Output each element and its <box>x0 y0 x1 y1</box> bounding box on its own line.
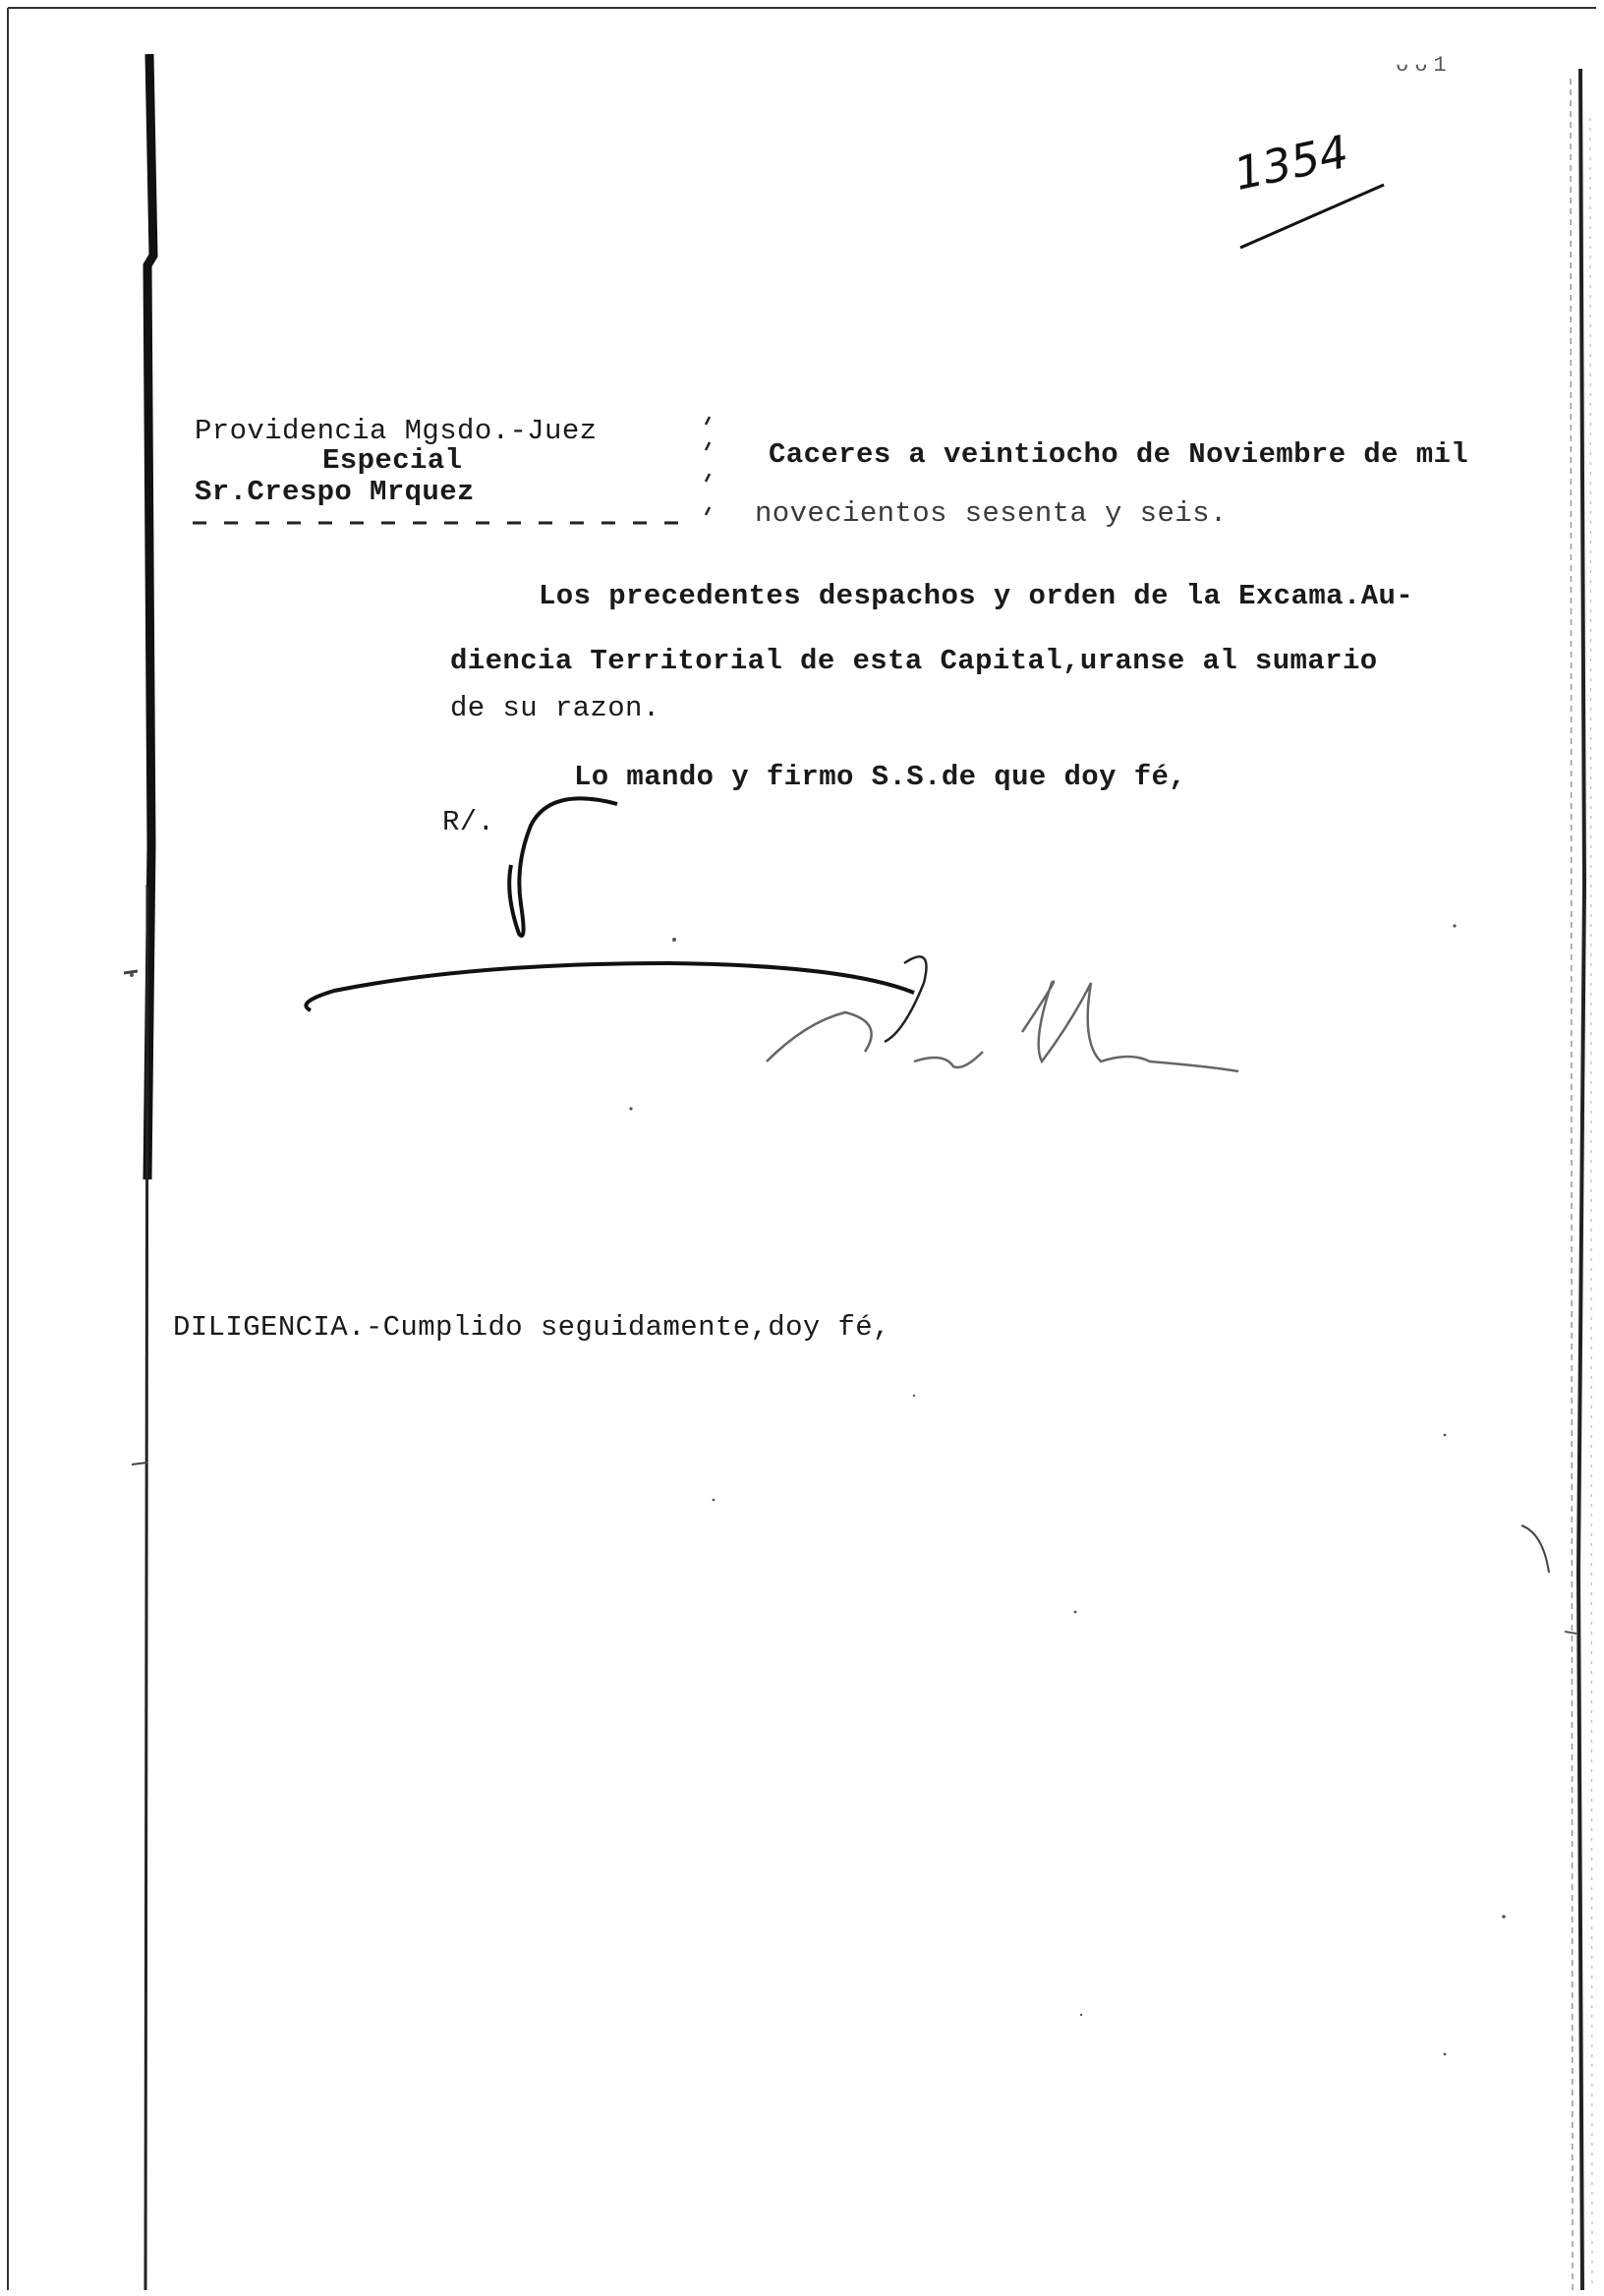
body-line-3: de su razon. <box>450 692 660 724</box>
sidebar-line-3: Sr.Crespo Mrquez <box>195 476 475 508</box>
diligencia-line: DILIGENCIA.-Cumplido seguidamente,doy fé, <box>173 1311 890 1344</box>
folio-mark: ᴗᴗ1 <box>1396 53 1453 78</box>
body-line-2: diencia Territorial de esta Capital,uranse al sumario <box>450 645 1378 677</box>
signature-swoosh <box>306 963 914 1010</box>
sidebar-line-2: Especial <box>322 444 463 477</box>
sidebar-line-1: Providencia Mgsdo.-Juez <box>195 415 598 447</box>
rubric-stroke <box>509 798 617 936</box>
handwritten-number: 1354 <box>1229 124 1353 201</box>
heading-line-2: novecientos sesenta y seis. <box>755 497 1228 530</box>
signature-mark: R/. <box>442 806 495 838</box>
right-margin-edge <box>1578 69 1584 2290</box>
signature-faint <box>767 982 1238 1071</box>
body-closing: Lo mando y firmo S.S.de que doy fé, <box>574 761 1187 793</box>
body-line-1: Los precedentes despachos y orden de la Excama.Au- <box>539 580 1414 612</box>
heading-line-1: Caceres a veintiocho de Noviembre de mil <box>769 438 1469 471</box>
separator-marks <box>706 417 710 515</box>
